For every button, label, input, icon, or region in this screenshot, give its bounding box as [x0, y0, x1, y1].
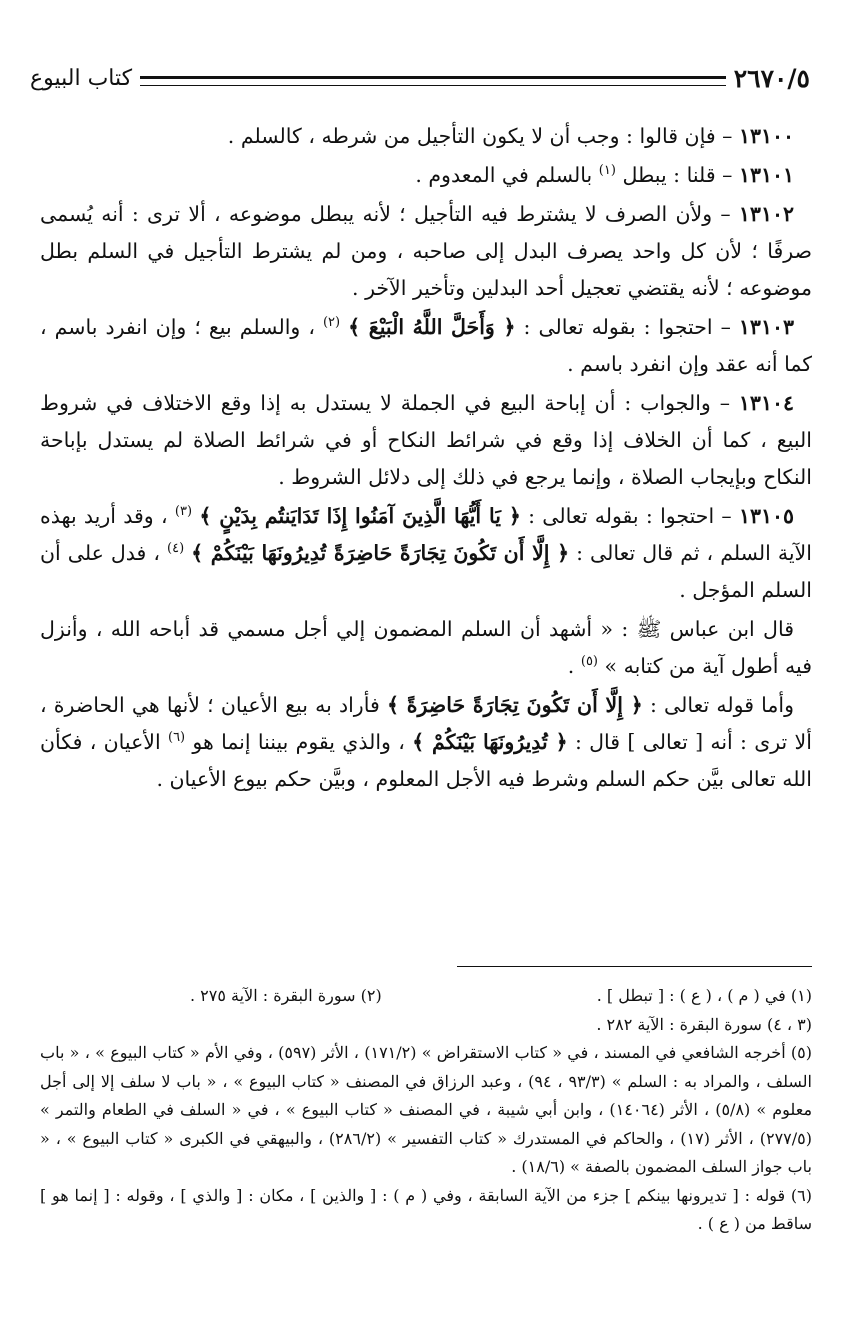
page-number: ٢٦٧٠/٥ [733, 63, 810, 93]
header-rule [140, 76, 726, 86]
footnote-ref: (٣) [174, 504, 193, 520]
paragraph-text: والجواب : أن إباحة البيع في الجملة لا يستدل به إذا وقع الاختلاف في شروط البيع ، كما أن الخلاف إذا وقع في شرائط النكاح أو في شرائط الصلاة لم يستدل بإباحة النكاح وبإيجاب الصلاة ، وإنما يرجع في ذلك إلى دلائل الشروط . [40, 391, 812, 489]
footnote-ref: (٢) [322, 315, 341, 331]
paragraph-text: فإن قالوا : وجب أن لا يكون التأجيل من شرطه ، كالسلم . [227, 124, 716, 148]
footnote-3-4: (٣ ، ٤) سورة البقرة : الآية ٢٨٢ . [596, 1014, 812, 1034]
quran-verse: ﴿ يَا أَيُّهَا الَّذِينَ آمَنُوا إِذَا تَدَايَنتُم بِدَيْنٍ ﴾ [199, 504, 521, 528]
paragraph-text: بالسلم في المعدوم . [415, 163, 593, 187]
paragraph-text: ، فدل على أن السلم المؤجل . [40, 541, 812, 602]
quran-verse: ﴿ تُدِيرُونَهَا بَيْنَكُمْ ﴾ [412, 730, 568, 754]
paragraph-13101: ١٣١٠١ – قلنا : يبطل $^{(١)}$ بالسلم في المعدوم . [415, 163, 794, 187]
footnote-row [40, 982, 812, 1011]
paragraph-text: وأما قوله تعالى : [649, 693, 794, 717]
footnote-6: (٦) قوله : [ تديرونها بينكم ] جزء من الآية السابقة ، وفي ( م ) : [ والذين ] ، مكان : [ والذي ] ، وقوله : [ إنما هو ] ساقط من ( ع ) . [40, 1185, 812, 1233]
page-header [30, 60, 810, 96]
paragraph-text: احتجوا : بقوله تعالى : [528, 504, 715, 528]
quran-verse: ﴿ إِلَّا أَن تَكُونَ تِجَارَةً حَاضِرَةً تُدِيرُونَهَا بَيْنَكُمْ ﴾ [191, 541, 570, 565]
paragraph-13105: ١٣١٠٥ – احتجوا : بقوله تعالى : ﴿ يَا أَيُّهَا الَّذِينَ آمَنُوا إِذَا تَدَايَنتُم بِدَيْنٍ ﴾ $^{(٣)}$ ، وقد أريد بهذه الآية السلم ، ثم قال تعالى : ﴿ إِلَّا أَن تَكُونَ تِجَارَةً حَاضِرَةً تُدِيرُونَهَا بَيْنَكُمْ ﴾ $^{(٤)}$ ، فدل على أن السلم المؤجل . [40, 504, 812, 602]
paragraph-13103: ١٣١٠٣ – احتجوا : بقوله تعالى : ﴿ وَأَحَلَّ اللَّهُ الْبَيْعَ ﴾ $^{(٢)}$ ، والسلم بيع ؛ وإن انفرد باسم ، كما أنه عقد وإن انفرد باسم . [40, 315, 812, 376]
ibn-abbas-quote [40, 611, 812, 685]
paragraph-number: ١٣١٠٠ [738, 124, 794, 148]
paragraph-text: ، والذي يقوم بيننا إنما هو [192, 730, 405, 754]
paragraph-text: فأراد به بيع الأعيان ؛ لأنها هي الحاضرة ، ألا ترى : أنه [ تعالى ] قال : [40, 693, 812, 754]
paragraph-text: ، وقد أريد بهذه الآية السلم ، ثم قال تعالى : [40, 504, 812, 565]
footnote-ref: (١) [598, 163, 616, 179]
paragraph-number: ١٣١٠٢ [738, 202, 794, 226]
paragraph-text: احتجوا : بقوله تعالى : [523, 315, 713, 339]
footnote-ref: (٦) [167, 730, 186, 746]
paragraph-number: ١٣١٠٥ [738, 504, 795, 528]
paragraph-text: قلنا : يبطل [622, 163, 716, 187]
paragraph-13102: ١٣١٠٢ – ولأن الصرف لا يشترط فيه التأجيل ؛ لأنه يبطل موضوعه ، ألا ترى : أنه يُسمى صرفًا ؛ لأن كل واحد يصرف البدل إلى صاحبه ، ومن لم يشترط التأجيل في السلم بطل موضوعه ؛ لأنه يقتضي تعجيل أحد البدلين وتأخير الآخر . [40, 202, 812, 300]
footnote-divider [457, 966, 812, 967]
quote-end: . [567, 654, 575, 678]
book-title: كتاب البيوع [30, 65, 133, 91]
closing-paragraph [40, 687, 812, 798]
footnote-1: (١) في ( م ) ، ( ع ) : [ تبطل ] . [596, 986, 812, 1005]
footnote-ref: (٤) [167, 541, 185, 557]
main-text [40, 118, 812, 800]
paragraph-text: الأعيان ، فكأن الله تعالى بيَّن حكم السلم وشرط فيه الأجل المعلوم ، وبيَّن حكم بيوع الأعيان . [40, 730, 812, 791]
paragraph-text: ، والسلم بيع ؛ وإن انفرد باسم ، كما أنه عقد وإن انفرد باسم . [40, 315, 812, 376]
paragraph-text: ولأن الصرف لا يشترط فيه التأجيل ؛ لأنه يبطل موضوعه ، ألا ترى : أنه يُسمى صرفًا ؛ لأن كل واحد يصرف البدل إلى صاحبه ، ومن لم يشترط التأجيل في السلم بطل موضوعه ؛ لأنه يقتضي تعجيل أحد البدلين وتأخير الآخر . [40, 202, 812, 300]
footnote-ref: (٥) [580, 654, 598, 670]
quran-verse: ﴿ إِلَّا أَن تَكُونَ تِجَارَةً حَاضِرَةً ﴾ [386, 693, 643, 717]
paragraph-13104: ١٣١٠٤ – والجواب : أن إباحة البيع في الجملة لا يستدل به إذا وقع الاختلاف في شروط البيع ، كما أن الخلاف إذا وقع في شرائط النكاح أو في شرائط الصلاة لم يستدل بإباحة النكاح وبإيجاب الصلاة ، وإنما يرجع في ذلك إلى دلائل الشروط . [40, 391, 812, 489]
quran-verse: ﴿ وَأَحَلَّ اللَّهُ الْبَيْعَ ﴾ [348, 315, 516, 339]
paragraph-13100: ١٣١٠٠ – فإن قالوا : وجب أن لا يكون التأجيل من شرطه ، كالسلم . [227, 124, 794, 148]
footnote-2: (٢) سورة البقرة : الآية ٢٧٥ . [190, 986, 382, 1005]
quote-text: قال ابن عباس ﷺ : « أشهد أن السلم المضمون إلي أجل مسمي قد أباحه الله ، وأنزل فيه أطول آية من كتابه » [40, 617, 812, 678]
paragraph-number: ١٣١٠٤ [738, 391, 794, 415]
footnotes [40, 982, 812, 1239]
footnote-5: (٥) أخرجه الشافعي في المسند ، في « كتاب الاستقراض » (١٧١/٢) ، الأثر (٥٩٧) ، وفي الأم « كتاب البيوع » ، « باب السلف ، والمراد به : السلم » (٩٣/٣ ، ٩٤) ، وعبد الرزاق في المصنف « كتاب البيوع » ، « باب لا سلف إلا إلى أجل معلوم » (٥/٨) ، الأثر (١٤٠٦٤) ، وابن أبي شيبة ، في المصنف « كتاب البيوع » ، في « السلف في الطعام والتمر » (٢٧٧/٥) ، الأثر (١٧) ، والحاكم في المستدرك « كتاب التفسير » (٢٨٦/٢) ، والبيهقي في الكبرى « كتاب البيوع » ، « باب جواز السلف المضمون بالصفة » (١٨/٦) . [40, 1043, 813, 1176]
paragraph-number: ١٣١٠١ [738, 163, 794, 187]
paragraph-number: ١٣١٠٣ [738, 315, 794, 339]
